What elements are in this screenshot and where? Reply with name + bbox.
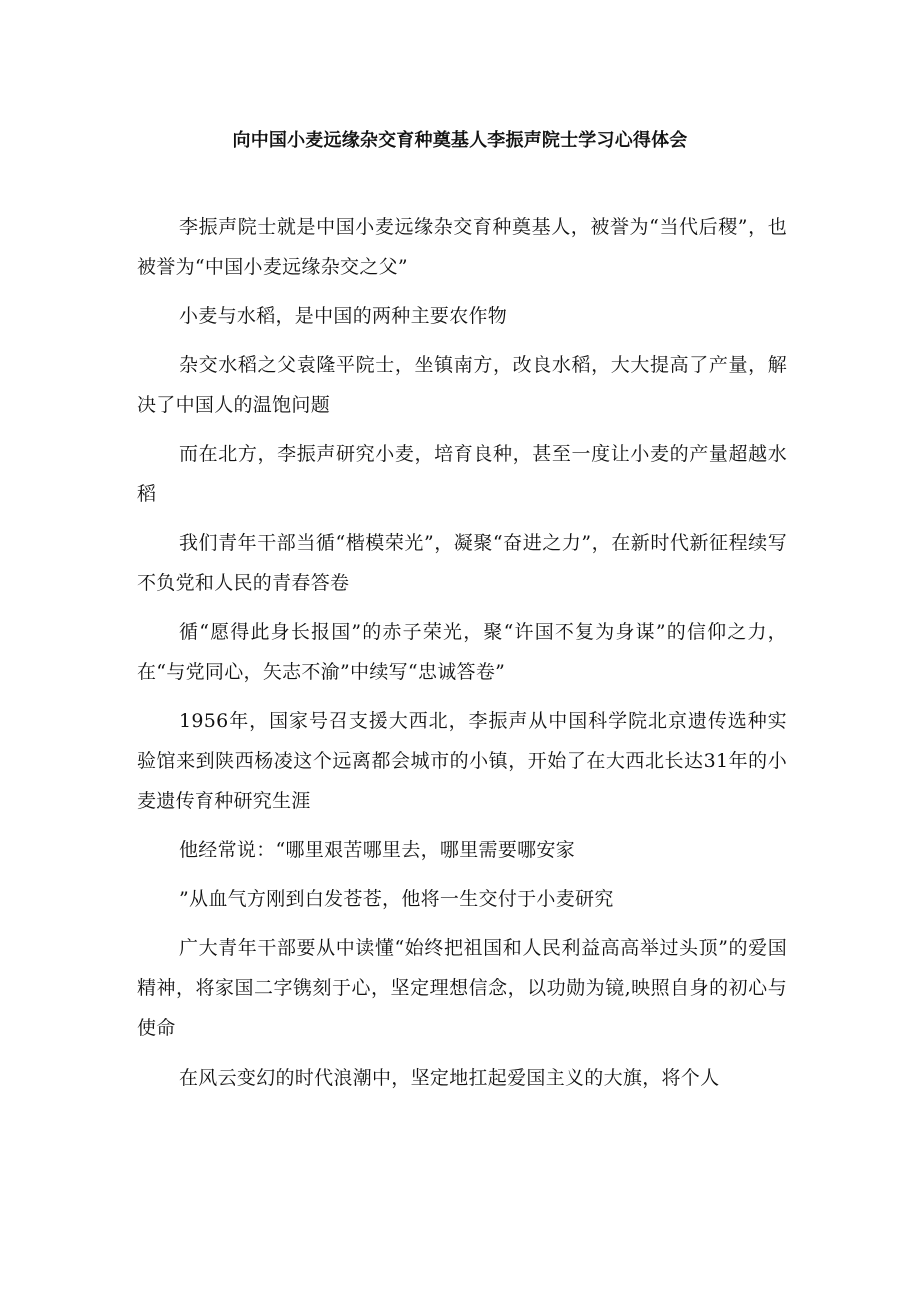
paragraph: 而在北方，李振声研究小麦，培育良种，甚至一度让小麦的产量超越水稻 <box>137 443 787 505</box>
paragraph: 他经常说：“哪里艰苦哪里去，哪里需要哪安家 <box>179 839 576 861</box>
paragraph: 小麦与水稻，是中国的两种主要农作物 <box>179 305 508 327</box>
document-title: 向中国小麦远缘杂交育种奠基人李振声院士学习心得体会 <box>232 130 688 151</box>
paragraph: 1956年，国家号召支援大西北，李振声从中国科学院北京遗传选种实验馆来到陕西杨凌这个远离都会城市的小镇，开始了在大西北长达31年的小麦遗传育种研究生涯 <box>137 710 787 812</box>
paragraph: ”从血气方刚到白发苍苍，他将一生交付于小麦研究 <box>179 888 614 910</box>
paragraph: 我们青年干部当循“楷模荣光”，凝聚“奋进之力”，在新时代新征程续写不负党和人民的青春答卷 <box>137 532 787 594</box>
paragraph: 循“愿得此身长报国”的赤子荣光，聚“许国不复为身谋”的信仰之力，在“与党同心，矢志不渝”中续写“忠诚答卷” <box>137 621 787 683</box>
paragraph: 李振声院士就是中国小麦远缘杂交育种奠基人，被誉为“当代后稷”，也被誉为“中国小麦远缘杂交之父” <box>137 216 787 278</box>
paragraph: 在风云变幻的时代浪潮中，坚定地扛起爱国主义的大旗，将个人 <box>179 1067 720 1089</box>
paragraph: 杂交水稻之父袁隆平院士，坐镇南方，改良水稻，大大提高了产量，解决了中国人的温饱问题 <box>137 354 787 416</box>
document-body <box>137 207 787 1107</box>
paragraph: 广大青年干部要从中读懂“始终把祖国和人民利益高高举过头顶”的爱国精神，将家国二字镌刻于心，坚定理想信念，以功勋为镜,映照自身的初心与使命 <box>137 937 787 1039</box>
